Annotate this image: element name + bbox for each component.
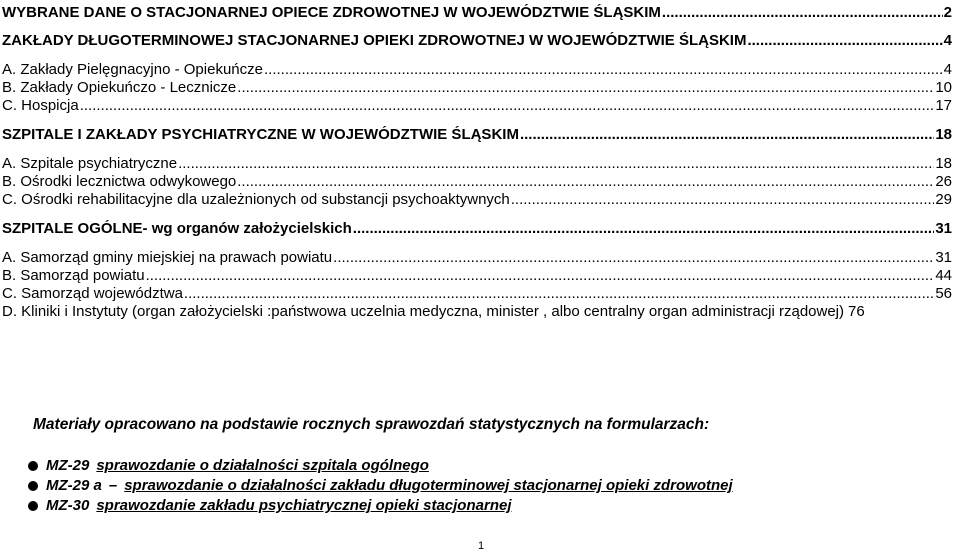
toc-entry-page: 44 [935, 267, 952, 284]
toc-entry[interactable] [2, 191, 952, 208]
bullet-icon [28, 461, 38, 471]
leader-dots [747, 32, 942, 49]
toc-entry-page: 4 [943, 32, 952, 49]
form-description: sprawozdanie o działalności szpitala ogólnego [96, 457, 429, 474]
form-list-item [28, 477, 733, 494]
toc-entry[interactable] [2, 61, 952, 78]
toc-entry-label: ZAKŁADY DŁUGOTERMINOWEJ STACJONARNEJ OPIEKI ZDROWOTNEJ W WOJEWÓDZTWIE ŚLĄSKIM [2, 32, 747, 49]
toc-entry-label: WYBRANE DANE O STACJONARNEJ OPIECE ZDROWOTNEJ W WOJEWÓDZTWIE ŚLĄSKIM [2, 4, 661, 21]
leader-dots [237, 173, 934, 190]
toc-entry-page: 31 [935, 220, 952, 237]
leader-dots [178, 155, 934, 172]
form-code: MZ-29 [46, 457, 90, 474]
toc-entry-label: SZPITALE I ZAKŁADY PSYCHIATRYCZNE W WOJEWÓDZTWIE ŚLĄSKIM [2, 126, 519, 143]
toc-entry-label: D. Kliniki i Instytuty (organ założycielski :państwowa uczelnia medyczna, minister , albo centralny organ administracji rządowej) [2, 303, 845, 320]
leader-dots [264, 61, 943, 78]
toc-entry-page: 26 [935, 173, 952, 190]
toc-entry-label: C. Ośrodki rehabilitacyjne dla uzależnionych od substancji psychoaktywnych [2, 191, 510, 208]
form-code: MZ-30 [46, 497, 90, 514]
toc-entry-label: C. Hospicja [2, 97, 79, 114]
toc-entry-page: 76 [848, 303, 865, 320]
leader-dots [146, 267, 935, 284]
toc-entry-label: B. Ośrodki lecznictwa odwykowego [2, 173, 237, 190]
toc-entry[interactable] [2, 249, 952, 266]
bullet-icon [28, 501, 38, 511]
toc-entry-page: 29 [935, 191, 952, 208]
toc-entry-page: 18 [935, 126, 952, 143]
toc-entry-page: 18 [935, 155, 952, 172]
page-number: 1 [478, 540, 485, 552]
toc-entry-label: C. Samorząd województwa [2, 285, 183, 302]
toc-entry-label: A. Szpitale psychiatryczne [2, 155, 178, 172]
toc-entry-page: 4 [943, 61, 952, 78]
leader-dots [662, 4, 943, 21]
leader-dots [353, 220, 935, 237]
toc-entry-label: A. Samorząd gminy miejskiej na prawach powiatu [2, 249, 333, 266]
toc-entry[interactable] [2, 4, 952, 21]
toc-entry-page: 10 [935, 79, 952, 96]
form-list-item [28, 457, 429, 474]
toc-entry[interactable] [2, 97, 952, 114]
toc-entry-label: B. Samorząd powiatu [2, 267, 145, 284]
toc-entry[interactable] [2, 173, 952, 190]
toc-entry[interactable] [2, 220, 952, 237]
form-description: sprawozdanie zakładu psychiatrycznej opieki stacjonarnej [96, 497, 512, 514]
form-code: MZ-29 a [46, 477, 102, 494]
toc-entry-page: 31 [935, 249, 952, 266]
toc-entry-label: B. Zakłady Opiekuńczo - Lecznicze [2, 79, 237, 96]
form-dash: – [108, 477, 118, 494]
toc-entry[interactable] [2, 126, 952, 143]
leader-dots [511, 191, 935, 208]
source-note: Materiały opracowano na podstawie rocznych sprawozdań statystycznych na formularzach: [33, 416, 710, 433]
toc-entry-label: SZPITALE OGÓLNE- wg organów założycielskich [2, 220, 352, 237]
form-description: sprawozdanie o działalności zakładu długoterminowej stacjonarnej opieki zdrowotnej [124, 477, 733, 494]
toc-entry[interactable] [2, 285, 952, 302]
leader-dots [80, 97, 935, 114]
toc-entry[interactable] [2, 303, 952, 320]
bullet-icon [28, 481, 38, 491]
leader-dots [184, 285, 934, 302]
toc-entry[interactable] [2, 155, 952, 172]
leader-dots [333, 249, 934, 266]
toc-entry[interactable] [2, 79, 952, 96]
form-list-item [28, 497, 512, 514]
toc-entry[interactable] [2, 32, 952, 49]
toc-entry-page: 17 [935, 97, 952, 114]
leader-dots [520, 126, 934, 143]
leader-dots [237, 79, 934, 96]
toc-entry[interactable] [2, 267, 952, 284]
toc-entry-label: A. Zakłady Pielęgnacyjno - Opiekuńcze [2, 61, 263, 78]
toc-entry-page: 2 [943, 4, 952, 21]
toc-entry-page: 56 [935, 285, 952, 302]
